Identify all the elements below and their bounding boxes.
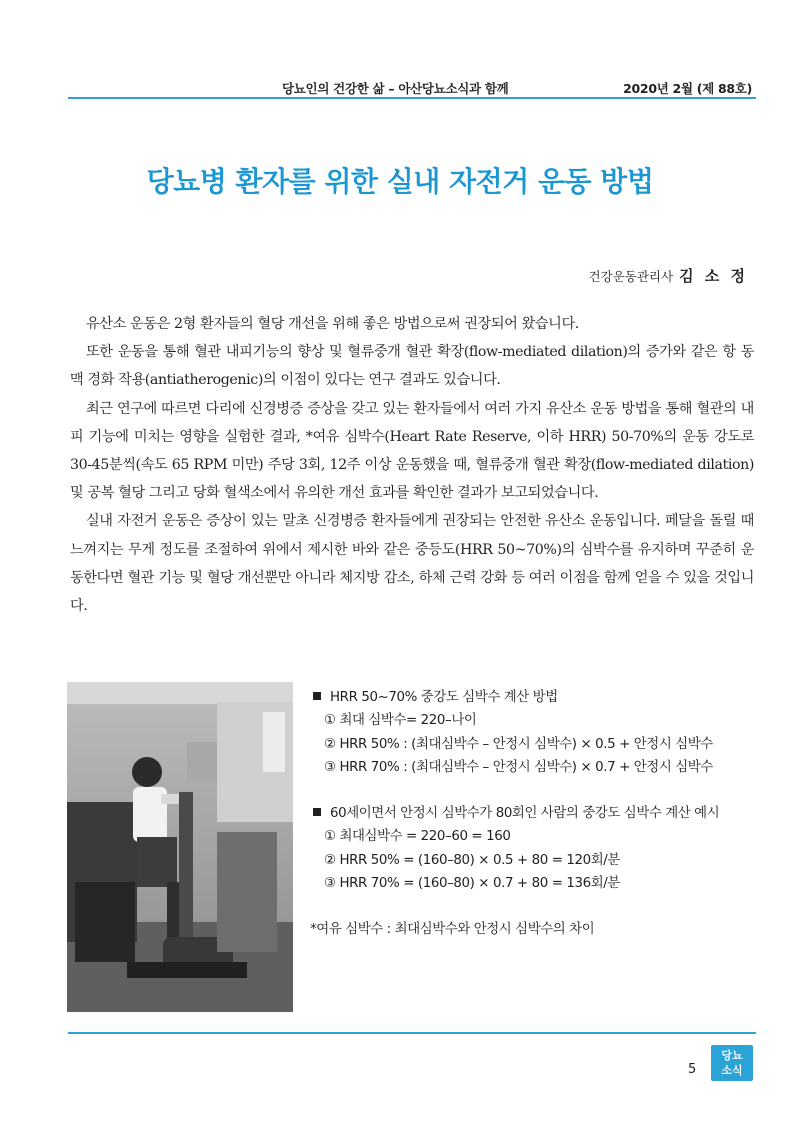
square-bullet-icon	[313, 808, 321, 816]
header-issue-date: 2020년 2월 (제 88호)	[623, 81, 752, 96]
footer-divider	[68, 1032, 756, 1034]
example-heading: 60세이면서 안정시 심박수가 80회인 사람의 중강도 심박수 계산 예시	[330, 806, 720, 822]
newsletter-badge	[711, 1045, 753, 1081]
exercise-bike-photo	[67, 682, 293, 1012]
paragraph: 또한 운동을 통해 혈관 내피기능의 향상 및 혈류중개 혈관 확장(flow-mediated dilation)의 증가와 같은 항 동맥 경화 작용(antiatherogenic)의 이점이 있다는 연구 결과도 있습니다.	[70, 344, 754, 389]
method-item: ③ HRR 70% : (최대심박수 – 안정시 심박수) × 0.7 + 안정시 심박수	[324, 759, 713, 775]
example-item: ① 최대심박수 = 220–60 = 160	[324, 829, 511, 845]
footnote: *여유 심박수 : 최대심박수와 안정시 심박수의 차이	[310, 922, 595, 938]
method-item: ② HRR 50% : (최대심박수 – 안정시 심박수) × 0.5 + 안정시 심박수	[324, 736, 713, 752]
author-role: 건강운동관리사	[588, 269, 674, 284]
method-heading: HRR 50~70% 중강도 심박수 계산 방법	[330, 690, 558, 705]
byline	[589, 265, 748, 286]
paragraph: 유산소 운동은 2형 환자들의 혈당 개선을 위해 좋은 방법으로써 권장되어 왔습니다.	[86, 316, 579, 332]
square-bullet-icon	[313, 692, 321, 700]
calculation-example-block	[310, 802, 760, 895]
paragraph: 실내 자전거 운동은 증상이 있는 말초 신경병증 환자들에게 권장되는 안전한 유산소 운동입니다. 페달을 돌릴 때 느껴지는 무게 정도를 조절하여 위에서 제시한 바와 같은 중등도(HRR 50~70%)의 심박수를 유지하며 꾸준히 운동한다면 혈관 기능 및 혈당 개선뿐만 아니라 체지방 감소, 하체 근력 강화 등 여러 이점을 함께 얻을 수 있을 것입니다.	[70, 513, 754, 615]
author-name: 김 소 정	[679, 267, 748, 285]
page-number: 5	[688, 1062, 697, 1077]
method-heading-row	[310, 686, 760, 709]
article-title: 당뇨병 환자를 위한 실내 자전거 운동 방법	[146, 165, 654, 198]
badge-line: 당뇨	[721, 1049, 743, 1062]
badge-line: 소식	[721, 1064, 743, 1077]
header-divider	[68, 97, 756, 99]
calculation-method-block	[310, 686, 760, 779]
article-body	[70, 310, 754, 620]
photo-illustration	[67, 682, 293, 1012]
method-item: ① 최대 심박수= 220–나이	[324, 713, 477, 729]
header-newsletter-title: 당뇨인의 건강한 삶 – 아산당뇨소식과 함께	[282, 81, 509, 96]
paragraph: 최근 연구에 따르면 다리에 신경병증 증상을 갖고 있는 환자들에서 여러 가지 유산소 운동 방법을 통해 혈관의 내피 기능에 미치는 영향을 실험한 결과, *여유 심박수(Heart Rate Reserve, 이하 HRR) 50-70%의 운동 강도로 30-45분씩(속도 65 RPM 미만) 주당 3회, 12주 이상 운동했을 때, 혈류중개 혈관 확장(flow-mediated dilation) 및 공복 혈당 그리고 당화 혈색소에서 유의한 개선 효과를 확인한 결과가 보고되었습니다.	[70, 400, 754, 502]
heart-rate-info	[310, 686, 760, 942]
example-heading-row	[310, 802, 760, 825]
example-item: ③ HRR 70% = (160–80) × 0.7 + 80 = 136회/분	[324, 876, 620, 892]
example-item: ② HRR 50% = (160–80) × 0.5 + 80 = 120회/분	[324, 852, 620, 868]
